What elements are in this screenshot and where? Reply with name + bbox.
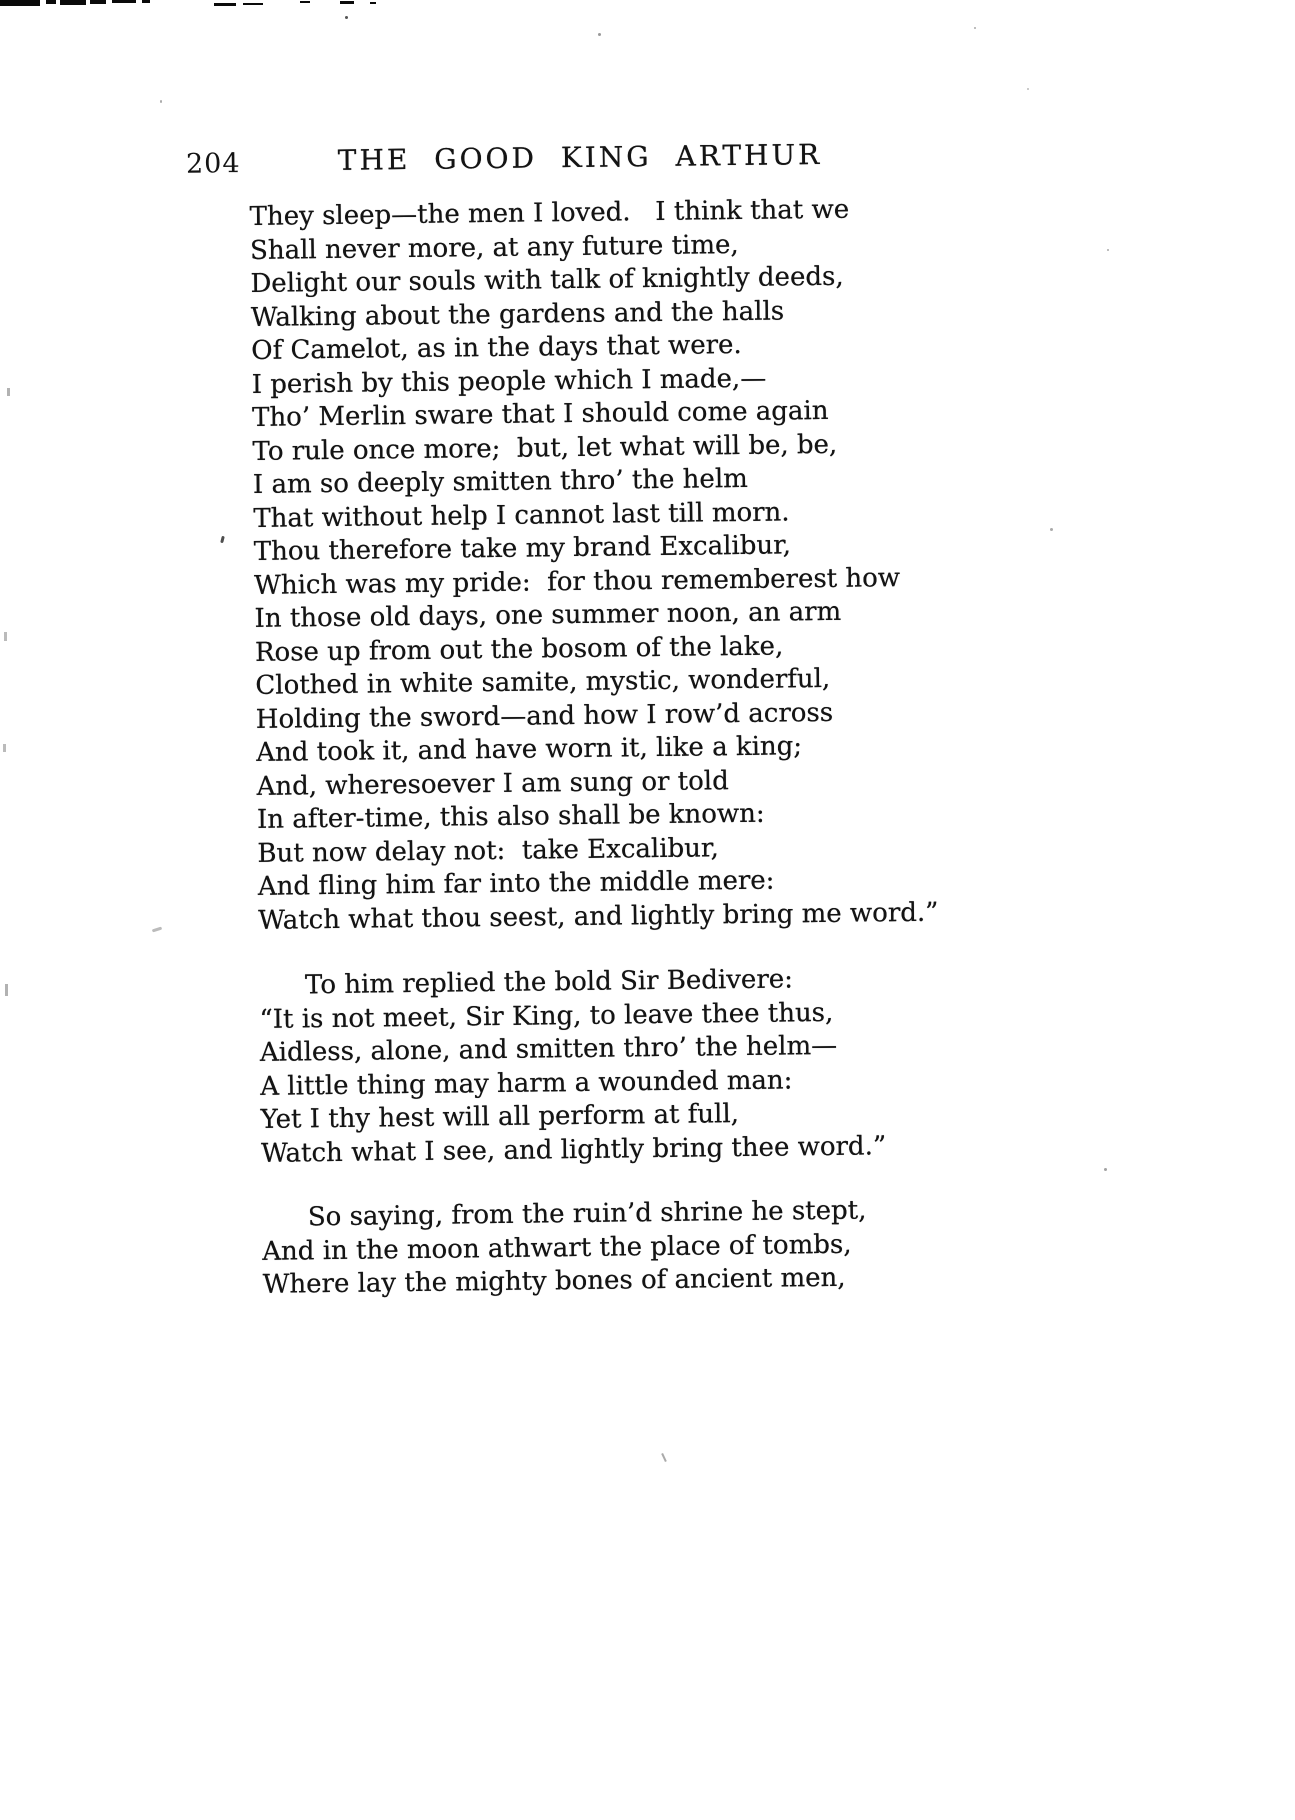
poem-line: A little thing may harm a wounded man:: [260, 1064, 793, 1102]
poem-line: I am so deeply smitten thro’ the helm: [252, 463, 748, 500]
scan-speck: [7, 388, 10, 396]
poem-line: So saying, from the ruin’d shrine he stept,: [307, 1195, 867, 1233]
poem-line: In after-time, this also shall be known:: [256, 798, 765, 835]
poem-line: “It is not meet, Sir King, to leave thee thus,: [259, 997, 834, 1035]
poem-line: And in the moon athwart the place of tombs,: [262, 1229, 852, 1267]
poem-line: Shall never more, at any future time,: [249, 229, 739, 266]
poem-line: Clothed in white samite, mystic, wonderful,: [255, 663, 831, 701]
poem-stanza-3: [262, 1195, 868, 1303]
scan-speck: [1050, 528, 1053, 531]
poem-stanza-1: [249, 193, 938, 938]
poem-line: I perish by this people which I made,—: [251, 363, 767, 400]
poem-line: Walking about the gardens and the halls: [250, 295, 785, 333]
poem-line: In those old days, one summer noon, an arm: [254, 596, 842, 634]
poem-line: Holding the sword—and how I row’d across: [255, 697, 834, 735]
scan-speck: [974, 27, 976, 29]
poem-stanza-2: [259, 962, 887, 1171]
scan-speck: [1104, 1168, 1107, 1171]
poem-line: That without help I cannot last till morn.: [253, 496, 790, 534]
poem-line: Tho’ Merlin sware that I should come again: [251, 395, 829, 433]
scan-speck: [598, 33, 601, 36]
poem-line: Of Camelot, as in the days that were.: [251, 329, 742, 366]
page-number: 204: [185, 148, 241, 180]
poem-line: Aidless, alone, and smitten thro’ the helm—: [259, 1030, 838, 1068]
poem-line: And took it, and have worn it, like a king;: [256, 731, 803, 768]
poem-line: Watch what thou seest, and lightly bring me word.”: [258, 897, 939, 936]
scan-speck: [345, 16, 348, 19]
poem-line: To rule once more; but, let what will be, be,: [252, 429, 838, 467]
poem-line: And fling him far into the middle mere:: [257, 865, 775, 902]
poem-line: Delight our souls with talk of knightly deeds,: [250, 261, 844, 299]
poem-line: Yet I thy hest will all perform at full,: [260, 1099, 740, 1135]
scan-speck: [160, 100, 162, 103]
poem-line: And, wheresoever I am sung or told: [256, 765, 729, 802]
poem-line: Where lay the mighty bones of ancient men,: [262, 1262, 846, 1300]
scan-speck: [1027, 88, 1029, 90]
running-title: THE GOOD KING ARTHUR: [337, 137, 823, 177]
scan-speck: [4, 632, 7, 641]
poem-line: But now delay not: take Excalibur,: [257, 832, 719, 869]
poem-line: They sleep—the men I loved. I think that we: [249, 194, 850, 232]
scan-speck: [5, 984, 8, 996]
poem-line: Which was my pride: for thou rememberest how: [253, 562, 901, 601]
poem-line: To him replied the bold Sir Bedivere:: [304, 964, 794, 1001]
poem-line: Thou therefore take my brand Excalibur,: [253, 530, 792, 567]
poem-line: Watch what I see, and lightly bring thee word.”: [260, 1130, 887, 1169]
poem-line: Rose up from out the bosom of the lake,: [254, 630, 784, 668]
scan-speck: [3, 744, 6, 752]
scan-speck: [1107, 249, 1109, 251]
